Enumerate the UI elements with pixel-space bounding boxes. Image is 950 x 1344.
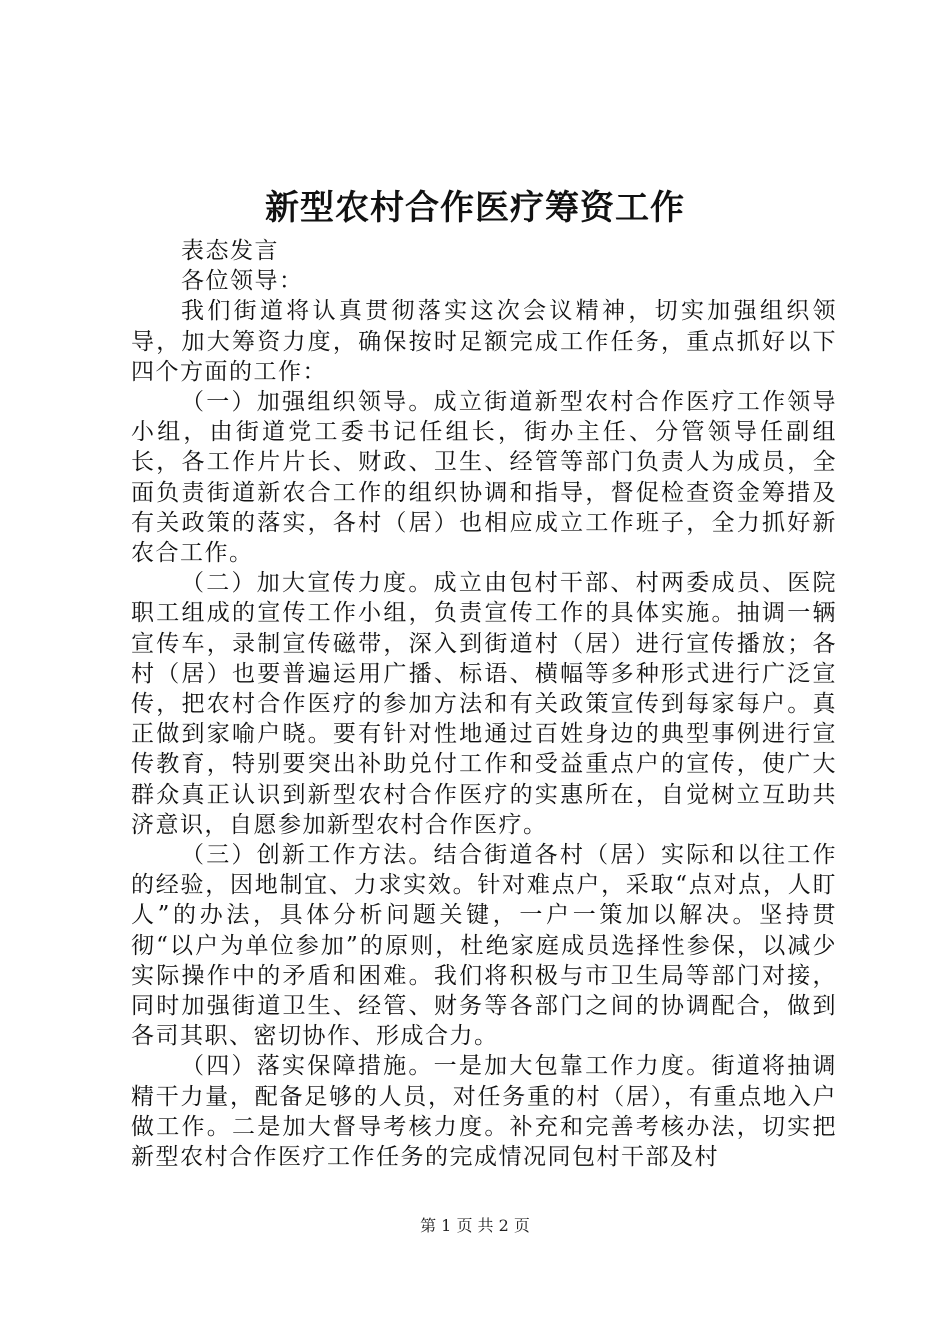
paragraph-section-2: （二）加大宣传力度。成立由包村干部、村两委成员、医院职工组成的宣传工作小组，负责宣传工作的具体实施。抽调一辆宣传车，录制宣传磁带，深入到街道村（居）进行宣传播放；各村（居）也要普遍运用广播、标语、横幅等多种形式进行广泛宣传，把农村合作医疗的参加方法和有关政策宣传到每家每户。真正做到家喻户晓。要有针对性地通过百姓身边的典型事例进行宣传教育，特别要突出补助兑付工作和受益重点户的宣传，使广大群众真正认识到新型农村合作医疗的实惠所在，自觉树立互助共济意识，自愿参加新型农村合作医疗。 bbox=[131, 570, 837, 838]
paragraph-section-1: （一）加强组织领导。成立街道新型农村合作医疗工作领导小组，由街道党工委书记任组长，街办主任、分管领导任副组长，各工作片片长、财政、卫生、经管等部门负责人为成员，全面负责街道新农合工作的组织协调和指导，督促检查资金筹措及有关政策的落实，各村（居）也相应成立工作班子，全力抓好新农合工作。 bbox=[131, 389, 837, 567]
paragraph-subtitle: 表态发言 bbox=[181, 238, 279, 264]
page-footer: 第 1 页 共 2 页 bbox=[420, 1216, 530, 1235]
document-body bbox=[131, 236, 837, 1172]
paragraph-section-3: （三）创新工作方法。结合街道各村（居）实际和以往工作的经验，因地制宜、力求实效。针对难点户，采取“点对点，人盯人”的办法，具体分析问题关键，一户一策加以解决。坚持贯彻“以户为单位参加”的原则，杜绝家庭成员选择性参保，以减少实际操作中的矛盾和困难。我们将积极与市卫生局等部门对接，同时加强街道卫生、经管、财务等各部门之间的协调配合，做到各司其职、密切协作、形成合力。 bbox=[131, 842, 837, 1050]
document-title: 新型农村合作医疗筹资工作 bbox=[265, 188, 685, 228]
paragraph-section-4: （四）落实保障措施。一是加大包靠工作力度。街道将抽调精干力量，配备足够的人员，对任务重的村（居），有重点地入户做工作。二是加大督导考核力度。补充和完善考核办法，切实把新型农村合作医疗工作任务的完成情况同包村干部及村 bbox=[131, 1053, 837, 1171]
paragraph-salutation: 各位领导： bbox=[181, 268, 304, 295]
paragraph-intro: 我们街道将认真贯彻落实这次会议精神，切实加强组织领导，加大筹资力度，确保按时足额完成工作任务，重点抓好以下四个方面的工作： bbox=[131, 298, 837, 385]
